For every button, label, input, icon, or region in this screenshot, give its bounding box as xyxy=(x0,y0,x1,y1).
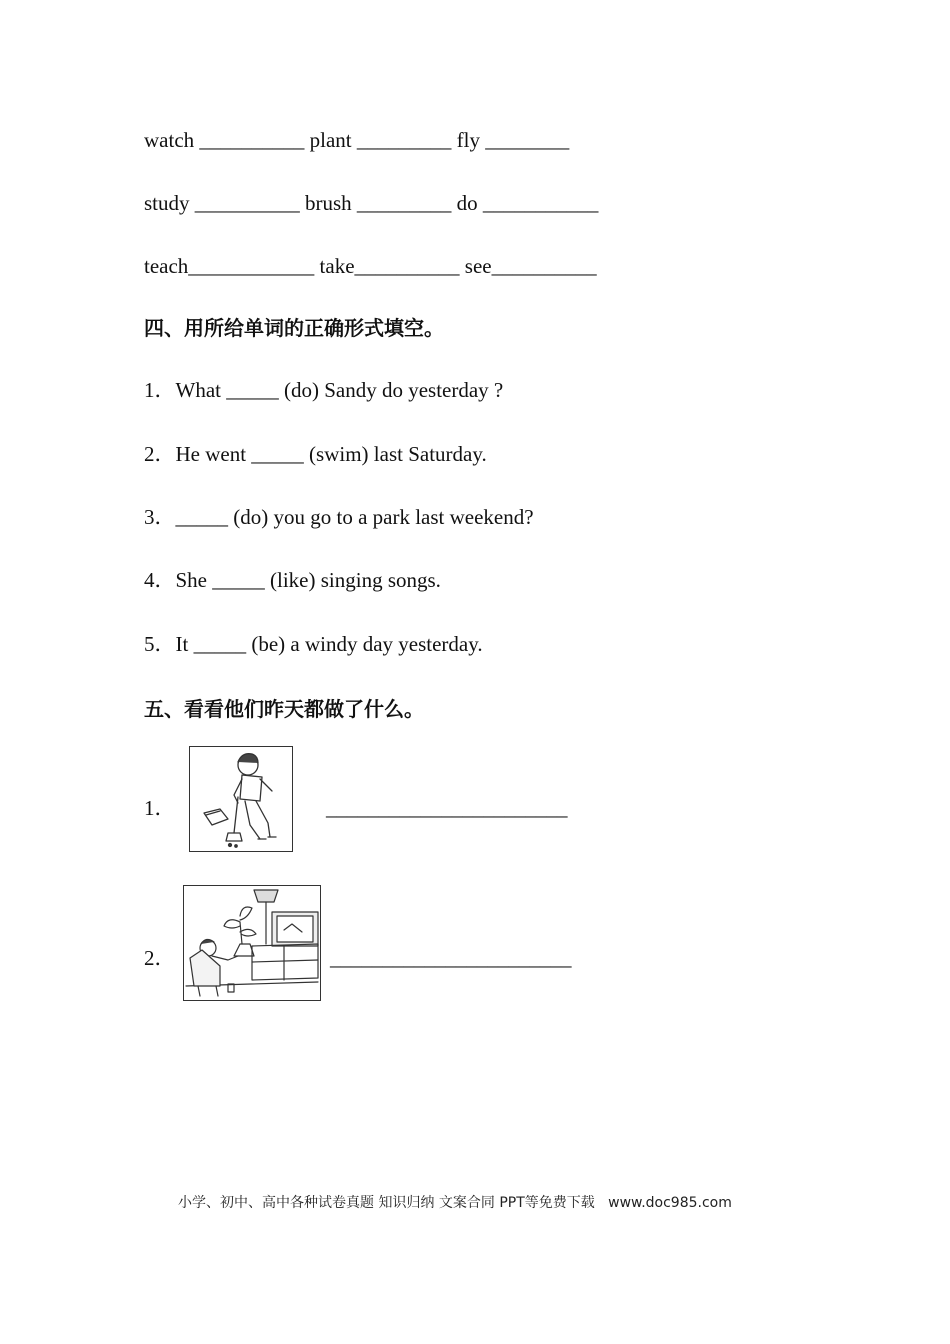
picture-sweeping xyxy=(189,746,293,852)
exercise-4-item-3: 3．_____ (do) you go to a park last weekend? xyxy=(144,505,534,529)
exercise-4-item-1: 1．What _____ (do) Sandy do yesterday ? xyxy=(144,378,504,402)
exercise-4-item-2: 2．He went _____ (swim) last Saturday. xyxy=(144,442,487,466)
child-watching-tv-illustration xyxy=(184,886,320,1000)
picture-item-1-answer-line: _______________________ xyxy=(326,796,568,820)
exercise-4-item-4: 4．She _____ (like) singing songs. xyxy=(144,568,441,592)
footer-text: 小学、初中、高中各种试卷真题 知识归纳 文案合同 PPT等免费下载 www.doc985.com xyxy=(178,1195,732,1211)
verb-row-1: watch __________ plant _________ fly ________ xyxy=(144,128,570,152)
verb-row-2: study __________ brush _________ do ___________ xyxy=(144,191,599,215)
picture-item-1-number: 1． xyxy=(144,796,176,820)
section-5-heading: 五、看看他们昨天都做了什么。 xyxy=(144,697,424,721)
picture-item-2-answer-line: _______________________ xyxy=(330,946,572,970)
boy-sweeping-illustration xyxy=(190,747,292,851)
picture-watching-tv xyxy=(183,885,321,1001)
verb-row-3: teach____________ take__________ see__________ xyxy=(144,254,597,278)
exercise-4-item-5: 5．It _____ (be) a windy day yesterday. xyxy=(144,632,483,656)
picture-item-2-number: 2． xyxy=(144,946,176,970)
section-4-heading: 四、用所给单词的正确形式填空。 xyxy=(144,316,444,340)
